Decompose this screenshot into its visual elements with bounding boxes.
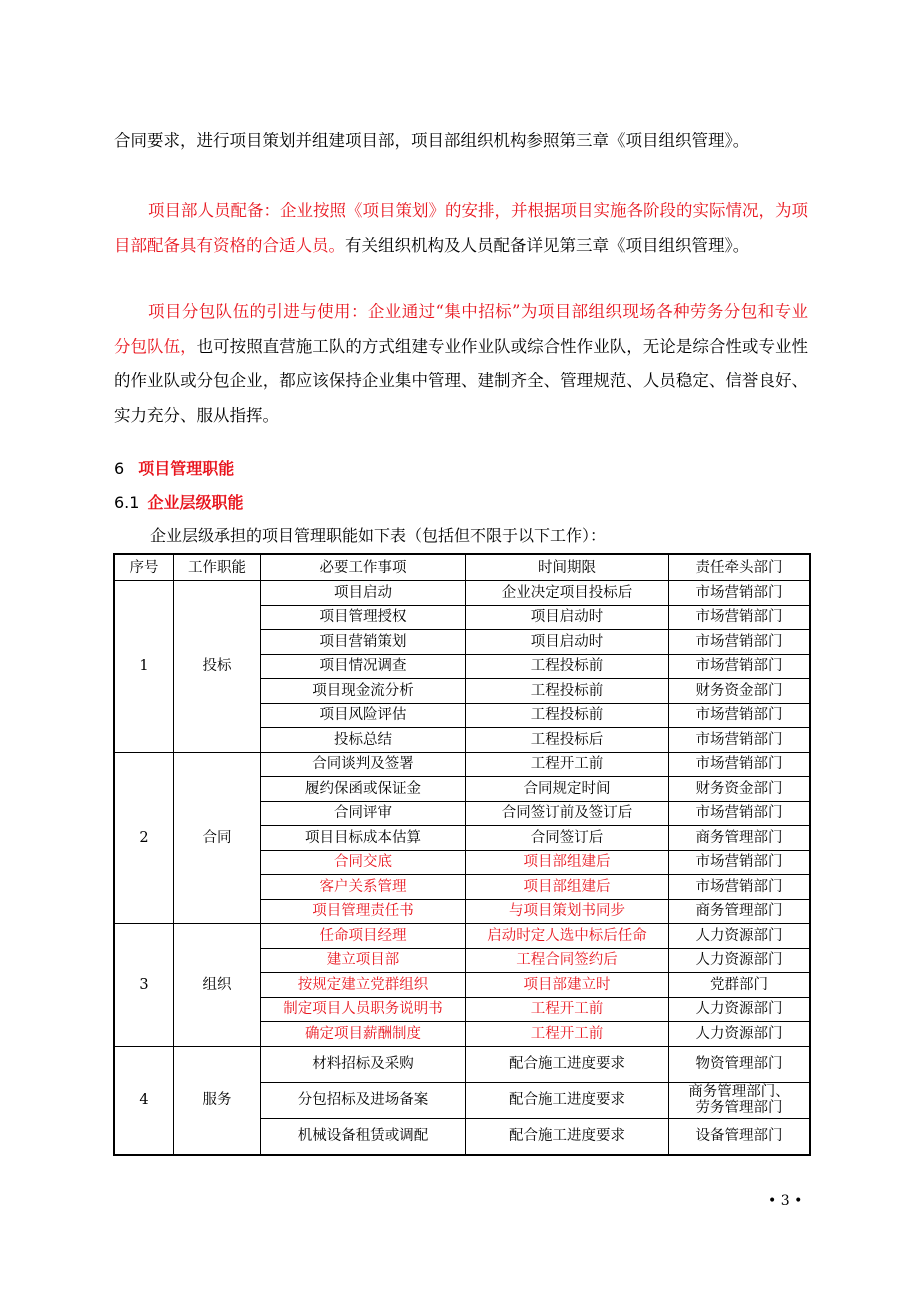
dept-cell: 市场营销部门 (669, 630, 811, 655)
item-cell: 确定项目薪酬制度 (261, 1022, 466, 1047)
item-cell: 合同交底 (261, 850, 466, 875)
time-cell: 工程投标前 (466, 703, 669, 728)
dept-cell: 财务资金部门 (669, 777, 811, 802)
time-cell: 工程合同签约后 (466, 948, 669, 973)
group-number: 2 (114, 752, 174, 924)
dept-cell: 市场营销部门 (669, 801, 811, 826)
dept-cell: 设备管理部门 (669, 1118, 811, 1155)
item-cell: 客户关系管理 (261, 875, 466, 900)
item-cell: 项目目标成本估算 (261, 826, 466, 851)
time-cell: 合同签订前及签订后 (466, 801, 669, 826)
time-cell: 企业决定项目投标后 (466, 581, 669, 606)
group-function: 组织 (174, 924, 261, 1047)
table-row (114, 581, 810, 606)
dept-cell: 商务管理部门 (669, 899, 811, 924)
time-cell: 工程投标前 (466, 679, 669, 704)
group-number: 1 (114, 581, 174, 753)
subcontracting-text: 也可按照直营施工队的方式组建专业作业队或综合性作业队，无论是综合性或专业性的作业队或分包企业，都应该保持企业集中管理、建制齐全、管理规范、人员稳定、信誉良好、实力充分、服从指挥。 (114, 336, 809, 425)
table-intro: 企业层级承担的项目管理职能如下表（包括但不限于以下工作）： (150, 526, 607, 545)
dept-cell: 人力资源部门 (669, 997, 811, 1022)
item-cell: 任命项目经理 (261, 924, 466, 949)
dept-cell: 人力资源部门 (669, 948, 811, 973)
item-cell: 项目管理授权 (261, 605, 466, 630)
dept-cell: 物资管理部门 (669, 1046, 811, 1082)
paragraph-subcontracting (114, 295, 808, 433)
item-cell: 投标总结 (261, 728, 466, 753)
time-cell: 项目启动时 (466, 605, 669, 630)
dept-line-2: 劳务管理部门 (695, 1100, 783, 1116)
header-dept: 责任牵头部门 (669, 554, 811, 581)
item-cell: 建立项目部 (261, 948, 466, 973)
paragraph-project-planning: 合同要求，进行项目策划并组建项目部，项目部组织机构参照第三章《项目组织管理》。 (114, 131, 750, 150)
item-cell: 项目启动 (261, 581, 466, 606)
group-function: 服务 (174, 1046, 261, 1155)
group-number: 3 (114, 924, 174, 1047)
header-no: 序号 (114, 554, 174, 581)
dept-cell: 商务管理部门 (669, 826, 811, 851)
time-cell: 配合施工进度要求 (466, 1082, 669, 1118)
item-cell: 按规定建立党群组织 (261, 973, 466, 998)
item-cell: 项目现金流分析 (261, 679, 466, 704)
header-function: 工作职能 (174, 554, 261, 581)
section-6-1-heading: 6.1 企业层级职能 (114, 493, 244, 512)
time-cell: 项目部组建后 (466, 875, 669, 900)
dept-cell: 党群部门 (669, 973, 811, 998)
dept-line-1: 商务管理部门、 (688, 1084, 790, 1100)
dept-cell: 市场营销部门 (669, 605, 811, 630)
item-cell: 履约保函或保证金 (261, 777, 466, 802)
item-cell: 合同谈判及签署 (261, 752, 466, 777)
functions-table (113, 553, 811, 1156)
time-cell: 与项目策划书同步 (466, 899, 669, 924)
time-cell: 工程投标后 (466, 728, 669, 753)
group-number: 4 (114, 1046, 174, 1155)
dept-cell: 人力资源部门 (669, 1022, 811, 1047)
time-cell: 工程开工前 (466, 997, 669, 1022)
dept-cell: 财务资金部门 (669, 679, 811, 704)
item-cell: 项目营销策划 (261, 630, 466, 655)
time-cell: 项目启动时 (466, 630, 669, 655)
time-cell: 配合施工进度要求 (466, 1118, 669, 1155)
item-cell: 机械设备租赁或调配 (261, 1118, 466, 1155)
paragraph-staffing (114, 194, 808, 263)
item-cell: 项目管理责任书 (261, 899, 466, 924)
time-cell: 项目部组建后 (466, 850, 669, 875)
item-cell: 分包招标及进场备案 (261, 1082, 466, 1118)
time-cell: 合同签订后 (466, 826, 669, 851)
dept-cell: 市场营销部门 (669, 581, 811, 606)
item-cell: 项目情况调查 (261, 654, 466, 679)
item-cell: 项目风险评估 (261, 703, 466, 728)
dept-cell: 市场营销部门 (669, 654, 811, 679)
group-function: 投标 (174, 581, 261, 753)
dept-cell: 市场营销部门 (669, 728, 811, 753)
dept-cell: 市场营销部门 (669, 752, 811, 777)
time-cell: 工程开工前 (466, 752, 669, 777)
page-number: • 3 • (768, 1193, 803, 1209)
section-6-heading: 6 项目管理职能 (114, 459, 235, 478)
dept-cell (669, 1082, 811, 1118)
dept-cell: 市场营销部门 (669, 703, 811, 728)
table-header-row (114, 554, 810, 581)
group-function: 合同 (174, 752, 261, 924)
table-row (114, 752, 810, 777)
table-row (114, 924, 810, 949)
header-time: 时间期限 (466, 554, 669, 581)
time-cell: 项目部建立时 (466, 973, 669, 998)
time-cell: 启动时定人选中标后任命 (466, 924, 669, 949)
dept-cell: 市场营销部门 (669, 850, 811, 875)
dept-cell: 人力资源部门 (669, 924, 811, 949)
header-item: 必要工作事项 (261, 554, 466, 581)
staffing-highlight: 项目部人员配备：企业按照《项目策划》的安排，并根据项目实施各阶段的实际情况，为项目部配备具有资格的合适人员。 (114, 201, 808, 255)
time-cell: 合同规定时间 (466, 777, 669, 802)
time-cell: 工程开工前 (466, 1022, 669, 1047)
subcontracting-highlight: 项目分包队伍的引进与使用：企业通过“集中招标”为项目部组织现场各种劳务分包和专业分包队伍， (114, 302, 808, 356)
staffing-text: 有关组织机构及人员配备详见第三章《项目组织管理》。 (345, 235, 750, 255)
time-cell: 配合施工进度要求 (466, 1046, 669, 1082)
item-cell: 制定项目人员职务说明书 (261, 997, 466, 1022)
time-cell: 工程投标前 (466, 654, 669, 679)
table-row (114, 1046, 810, 1082)
dept-cell: 市场营销部门 (669, 875, 811, 900)
item-cell: 合同评审 (261, 801, 466, 826)
item-cell: 材料招标及采购 (261, 1046, 466, 1082)
